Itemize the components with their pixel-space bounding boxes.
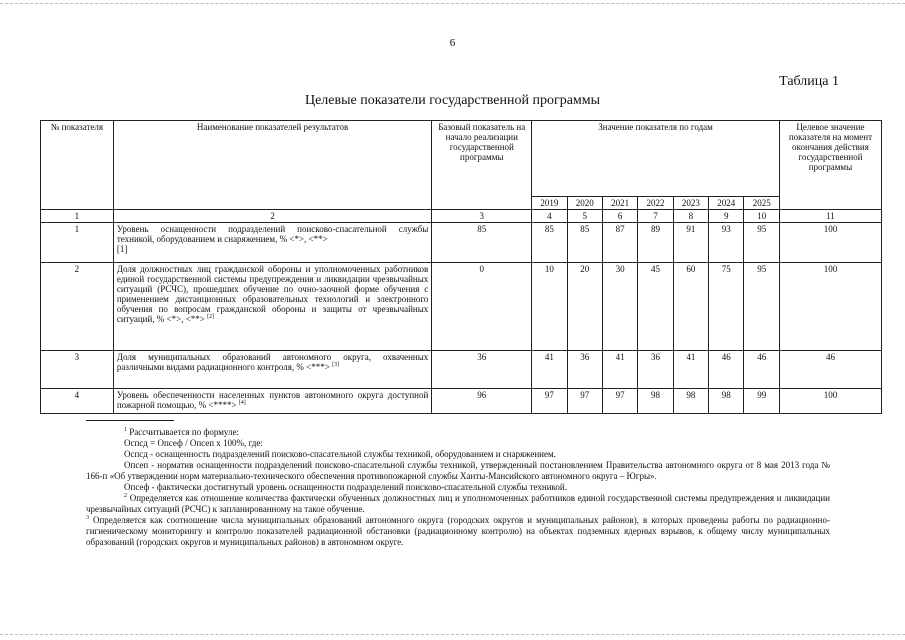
row-value: 85 (532, 223, 567, 263)
row-target: 100 (779, 263, 881, 351)
col-number: 6 (602, 210, 637, 223)
page-number: 6 (449, 37, 456, 49)
row-value: 98 (638, 389, 673, 414)
year-cell: 2023 (673, 197, 708, 210)
row-num: 2 (41, 263, 114, 351)
year-cell: 2024 (709, 197, 744, 210)
header-base: Базовый показатель на начало реализации государственной программы (432, 121, 532, 210)
row-name-text: Уровень обеспеченности населенных пунктов автономного округа доступной пожарной помощью, % <****> (116, 390, 429, 410)
year-cell: 2020 (567, 197, 602, 210)
row-name-text: Доля должностных лиц гражданской обороны и уполномоченных работников единой государственной системы предупреждения и ликвидации чрезвычайных ситуаций (РСЧС), прошедших обучение по очно-заочной форме обучения с применением дистанционных образовательных технологий и электронного обучения по вопросам гражданской обороны и защиты от чрезвычайных ситуаций, % <*>, <**> (116, 264, 429, 324)
footnote-definition: Опсеп - норматив оснащенности подразделений поисково-спасательной службы техникой, утвержденный постановлением Правительства автономного округа от 8 мая 2013 года № 166-п «Об утверждении норм материально-технического обеспечения противопожарной службы Ханты-Мансийского автономного округа – Югры». (86, 460, 830, 481)
row-ref: [3] (332, 362, 340, 368)
col-number: 9 (709, 210, 744, 223)
col-number: 5 (567, 210, 602, 223)
row-value: 46 (744, 351, 779, 389)
footnote-mark: 2 (124, 493, 127, 499)
row-value: 87 (602, 223, 637, 263)
row-ref: [2] (207, 314, 215, 320)
row-value: 10 (532, 263, 567, 351)
col-number: 1 (41, 210, 114, 223)
row-num: 1 (41, 223, 114, 263)
row-name (113, 263, 431, 351)
row-value: 89 (638, 223, 673, 263)
row-base: 85 (432, 223, 532, 263)
row-value: 36 (567, 351, 602, 389)
row-value: 41 (673, 351, 708, 389)
col-number: 11 (779, 210, 881, 223)
year-cell: 2022 (638, 197, 673, 210)
header-name: Наименование показателей результатов (113, 121, 431, 210)
footnote-definition: Оспсд - оснащенность подразделений поисково-спасательной службы техникой, оборудованием и снаряжением. (124, 449, 556, 459)
footnote-mark: 3 (86, 515, 89, 521)
row-value: 45 (638, 263, 673, 351)
row-name-text: Уровень оснащенности подразделений поисково-спасательной службы техникой, оборудованием и снаряжением, % <*>, <**> (116, 224, 429, 244)
row-num: 4 (41, 389, 114, 414)
row-value: 46 (709, 351, 744, 389)
indicators-table (40, 120, 882, 414)
footnote-text: Определяется как отношение количества фактически обученных должностных лиц и уполномоченных работников единой государственной системы предупреждения и ликвидации чрезвычайных ситуаций (РСЧС) к запланированному на такое обучение. (86, 493, 830, 514)
row-value: 20 (567, 263, 602, 351)
footnote-mark: 1 (124, 427, 127, 433)
row-base: 36 (432, 351, 532, 389)
header-target: Целевое значение показателя на момент окончания действия государственной программы (779, 121, 881, 210)
header-row (41, 121, 882, 197)
row-num: 3 (41, 351, 114, 389)
row-value: 97 (602, 389, 637, 414)
row-base: 96 (432, 389, 532, 414)
row-target: 100 (779, 389, 881, 414)
footnote-2 (86, 493, 830, 515)
footnote-definition: Опсеф - фактически достигнутый уровень оснащенности подразделений поисково-спасательной службы техникой. (124, 482, 567, 492)
header-num: № показателя (41, 121, 114, 210)
col-number: 3 (432, 210, 532, 223)
row-ref: [4] (238, 400, 246, 406)
scan-artifact-bottom (0, 634, 905, 635)
row-value: 99 (744, 389, 779, 414)
header-years-group: Значение показателя по годам (532, 121, 780, 197)
row-value: 93 (709, 223, 744, 263)
row-value: 41 (602, 351, 637, 389)
col-number: 4 (532, 210, 567, 223)
col-number: 10 (744, 210, 779, 223)
year-cell: 2025 (744, 197, 779, 210)
row-value: 95 (744, 223, 779, 263)
col-number: 2 (113, 210, 431, 223)
row-target: 46 (779, 351, 881, 389)
table-row (41, 389, 882, 414)
row-value: 95 (744, 263, 779, 351)
row-value: 97 (532, 389, 567, 414)
col-number: 7 (638, 210, 673, 223)
row-value: 60 (673, 263, 708, 351)
footnote-3 (86, 515, 830, 548)
row-value: 98 (673, 389, 708, 414)
scan-artifact-top (0, 3, 905, 4)
row-target: 100 (779, 223, 881, 263)
row-value: 85 (567, 223, 602, 263)
row-value: 97 (567, 389, 602, 414)
row-name (113, 351, 431, 389)
footnote-divider (86, 420, 174, 421)
col-number: 8 (673, 210, 708, 223)
table-row (41, 263, 882, 351)
row-ref: [1] (116, 244, 128, 254)
table-row (41, 223, 882, 263)
row-value: 41 (532, 351, 567, 389)
footnote-text: Рассчитывается по формуле: (129, 427, 239, 437)
year-cell: 2021 (602, 197, 637, 210)
column-numbers-row (41, 210, 882, 223)
table-row (41, 351, 882, 389)
footnote-text: Определяется как соотношение числа муниципальных образований автономного округа (городских округов и муниципальных районов), в которых проведены работы по радиационно-гигиеническому мониторингу и контролю показателей радиационной обстановки (радиационному контролю) на объектах подземных ядерных взрывов, к общему числу муниципальных образований (городских округов и муниципальных районов) в автономном округе. (86, 515, 830, 547)
row-name-text: Доля муниципальных образований автономного округа, охваченных различными видами радиационного контроля, % <***> (116, 352, 429, 372)
row-value: 75 (709, 263, 744, 351)
row-value: 91 (673, 223, 708, 263)
row-name (113, 223, 431, 263)
year-cell: 2019 (532, 197, 567, 210)
row-name (113, 389, 431, 414)
document-title: Целевые показатели государственной программы (304, 93, 601, 108)
row-base: 0 (432, 263, 532, 351)
footnote-formula: Оспсд = Опсеф / Опсеп x 100%, где: (124, 438, 263, 448)
row-value: 98 (709, 389, 744, 414)
footnotes (86, 420, 830, 548)
row-value: 36 (638, 351, 673, 389)
footnote-1 (86, 427, 830, 438)
row-value: 30 (602, 263, 637, 351)
table-label: Таблица 1 (779, 74, 839, 89)
